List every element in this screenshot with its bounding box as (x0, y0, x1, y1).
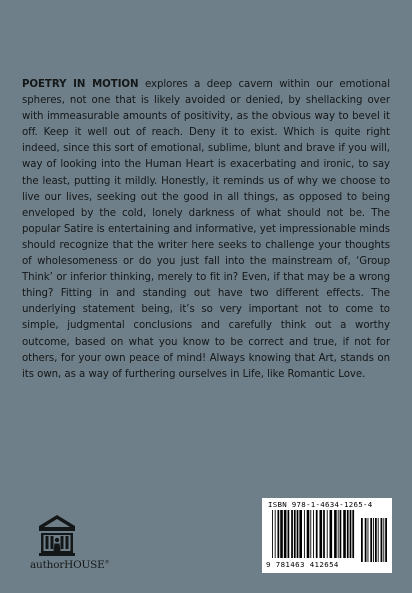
publisher-name: authorHOUSE® (30, 559, 110, 571)
back-cover-blurb (22, 77, 390, 383)
ean-digits: 9 781463 412654 (266, 560, 339, 569)
isbn-number: ISBN 978-1-4634-1265-4 (268, 500, 373, 509)
authorhouse-logo-icon (38, 514, 76, 556)
isbn-barcode (262, 498, 392, 573)
blurb-body: explores a deep cavern within our emotional spheres, not one that is likely avoided or denied, by shellacking over with immeasurable amounts of positivity, as the obvious way to bevel it off. Keep it well out of reach. Deny it to exist. Which is quite right indeed, since this sort of emotional, sublime, blunt and brave if you will, way of looking into the Human Heart is exacerbating and ironic, to say the least, putting it mildly. Honestly, it reminds us of why we choose to live our lives, seeking out the good in all things, as opposed to being enveloped by the cold, lonely darkness of what should not be. The popular Satire is entertaining and informative, yet impressionable minds should recognize that the writer here seeks to challenge your thoughts of wholesomeness or do you just fall into the mainstream of, ‘Group Think’ or inferior thinking, merely to fit in? Even, if that may be a wrong thing? Fitting in and standing out have two different effects. The underlying statement being, it’s so very important not to come to simple, judgmental conclusions and carefully think out a worthy outcome, based on what you know to be correct and true, if not for others, for your own peace of mind! Always knowing that Art, stands on its own, as a way of furthering ourselves in Life, like Romantic Love. (22, 79, 390, 380)
book-title: POETRY IN MOTION (22, 79, 139, 90)
publisher-logo (30, 514, 110, 580)
